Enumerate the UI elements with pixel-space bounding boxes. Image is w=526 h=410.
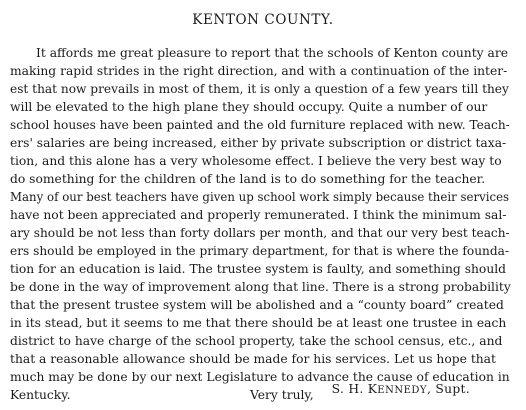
body-line: est that now prevails in most of them, it is only a question of a few years till they: [10, 82, 509, 96]
body-line: ers' salaries are being increased, either by private subscription or district taxa-: [10, 136, 507, 150]
signature-initials: S. H. K: [331, 382, 378, 396]
body-line: tion for an education is laid. The trustee system is faulty, and something should: [10, 262, 507, 276]
body-line: district to have charge of the school property, take the school census, etc., and: [10, 334, 503, 348]
body-line: tion, and this alone has a very wholesome effect. I believe the very best way to: [10, 154, 502, 168]
body-line: ary should be not less than forty dollars per month, and that our very best teach-: [10, 226, 510, 240]
page-heading: KENTON COUNTY.: [192, 12, 334, 28]
body-line: that a reasonable allowance should be made for his services. Let us hope that: [10, 352, 496, 366]
body-line: do something for the children of the land is to do something for the teacher.: [10, 172, 486, 186]
body-line: It affords me great pleasure to report that the schools of Kenton county are: [36, 46, 508, 60]
body-line: that the present trustee system will be abolished and a “county board” created: [10, 298, 504, 312]
body-line: much may be done by our next Legislature to advance the cause of education in: [10, 370, 510, 384]
signature-surname: ENNEDY: [377, 385, 428, 396]
body-line: Many of our best teachers have given up school work simply because their services: [10, 190, 510, 204]
body-line: will be elevated to the high plane they should occupy. Quite a number of our: [10, 100, 488, 114]
signature: [0, 380, 470, 400]
body-line: be done in the way of improvement along that line. There is a strong probability: [10, 280, 511, 294]
body-line: school houses have been painted and the old furniture replaced with new. Teach-: [10, 118, 510, 132]
signature-title: , Supt.: [427, 382, 470, 396]
body-line: making rapid strides in the right direction, and with a continuation of the inter-: [10, 64, 508, 78]
closing-last-word: Kentucky.: [10, 388, 71, 402]
body-line: ers should be employed in the primary department, for that is where the founda-: [10, 244, 510, 258]
body-line: have not been appreciated and properly remunerated. I think the minimum sal-: [10, 208, 507, 222]
body-line: in its stead, but it seems to me that there should be at least one trustee in each: [10, 316, 507, 330]
valediction: Very truly,: [250, 388, 314, 402]
